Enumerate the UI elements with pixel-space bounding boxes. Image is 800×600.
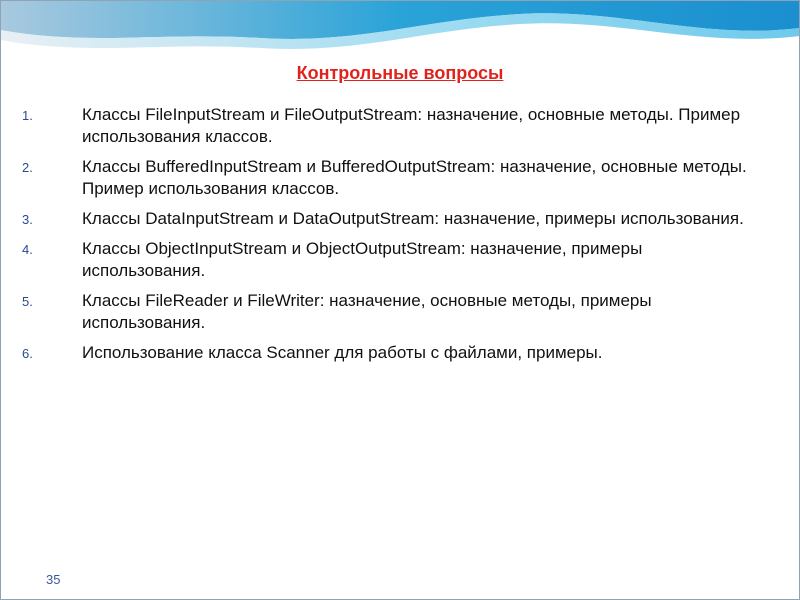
list-item-number: 4. [22, 242, 33, 257]
list-item-number: 2. [22, 160, 33, 175]
list-item-text: Классы FileReader и FileWriter: назначение, основные методы, примеры использования. [82, 291, 652, 332]
list-item-text: Использование класса Scanner для работы с файлами, примеры. [82, 343, 603, 362]
list-item-number: 1. [22, 108, 33, 123]
list-item-text: Классы FileInputStream и FileOutputStream: назначение, основные методы. Пример использования классов. [82, 105, 741, 146]
list-item-text: Классы ObjectInputStream и ObjectOutputStream: назначение, примеры использования. [82, 239, 643, 280]
page-number: 35 [46, 572, 61, 587]
list-item-text: Классы BufferedInputStream и BufferedOutputStream: назначение, основные методы. Пример использования классов. [82, 157, 747, 198]
list-item-number: 6. [22, 346, 33, 361]
list-item-number: 5. [22, 294, 33, 309]
slide-title: Контрольные вопросы [296, 63, 504, 83]
list-item-number: 3. [22, 212, 33, 227]
list-item-text: Классы DataInputStream и DataOutputStream: назначение, примеры использования. [82, 209, 744, 228]
